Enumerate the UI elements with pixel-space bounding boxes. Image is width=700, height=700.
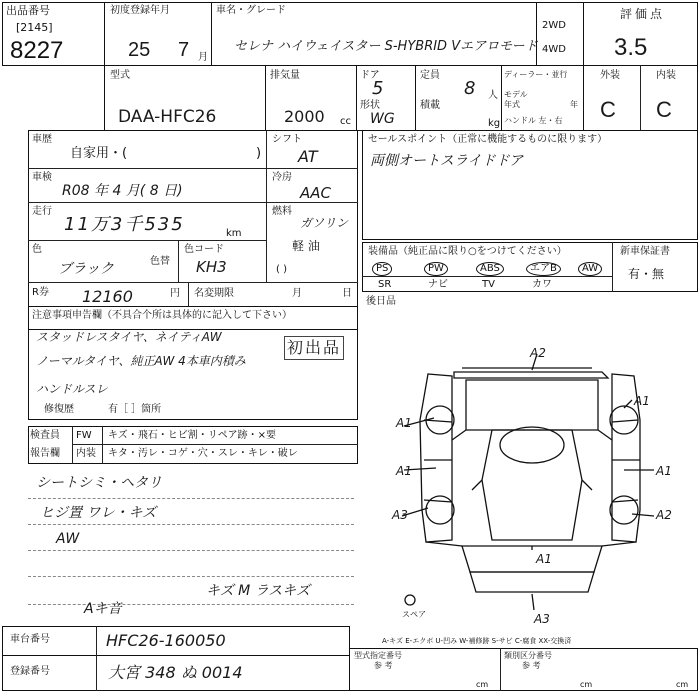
cm-unit-1: cm <box>476 680 489 689</box>
kg-unit: kg <box>488 118 501 129</box>
equip-leather: カワ <box>532 279 552 290</box>
damage-legend: A-キズ E-エクボ U-凹み W-補修跡 S-サビ C-腐食 XX-交換済 <box>382 637 572 645</box>
fuel-label: 燃料 <box>272 206 292 217</box>
reg-label: 登録番号 <box>10 666 50 677</box>
sales-label: セールスポイント（正常に機能するものに限ります） <box>368 134 608 145</box>
interior-value: C <box>656 97 672 122</box>
score-label: 評価点 <box>620 7 666 21</box>
reg-value: 大宮 348 ぬ 0014 <box>108 663 243 682</box>
damage-mark-front: A2 <box>530 346 546 360</box>
type-label: 型式 <box>110 70 130 81</box>
chassis-label: 車台番号 <box>10 634 50 645</box>
spare-label: スペア <box>402 610 426 619</box>
displacement-value: 2000 <box>284 107 325 126</box>
interior-label: 内装 <box>656 70 676 81</box>
report-label: 報告欄 <box>30 448 60 459</box>
designated-ref: 参 考 <box>374 661 393 670</box>
damage-mark-right-front: A1 <box>634 394 650 408</box>
history-label: 車歴 <box>32 134 52 145</box>
classification-label: 類別区分番号 <box>504 651 552 660</box>
capacity-label: 定員 <box>420 70 440 81</box>
equip-sr: SR <box>378 279 392 290</box>
fuel-value1: ガソリン <box>300 216 349 230</box>
after-label: 後日品 <box>366 296 396 307</box>
capacity-value: 8 <box>464 78 476 99</box>
recycle-label: R券 <box>32 287 49 298</box>
damage-mark-right-rear: A2 <box>656 508 672 522</box>
notes-line1: スタッドレスタイヤ、ネイティAW <box>36 330 222 344</box>
drive-box <box>536 2 584 66</box>
notes-line2: ノーマルタイヤ、純正AW 4本車内積み <box>36 354 246 368</box>
fuel-paren: ( ) <box>276 264 287 275</box>
name-change-label: 名変期限 <box>194 288 234 299</box>
color-label: 色 <box>32 244 42 255</box>
lot-number: 8227 <box>10 37 64 64</box>
displacement-label: 排気量 <box>270 70 300 81</box>
notes-line3: ハンドルスレ <box>36 382 108 396</box>
name-change-day: 日 <box>342 288 352 299</box>
handle-label: ハンドル 左・右 <box>504 116 563 125</box>
year-unit: 年 <box>570 100 578 109</box>
equip-navi: ナビ <box>428 279 448 290</box>
drive-2wd: 2WD <box>542 20 566 31</box>
aircon-label: 冷房 <box>272 172 292 183</box>
shape-label: 形状 <box>360 100 380 111</box>
remark-1: シートシミ・ヘタリ <box>36 475 162 491</box>
designated-label: 型式指定番号 <box>354 651 402 660</box>
lot-sub-number: [2145] <box>16 21 53 34</box>
sales-value: 両側オートスライドドア <box>370 153 524 169</box>
drive-4wd: 4WD <box>542 44 566 55</box>
fuel-value2: 軽 油 <box>292 239 320 253</box>
color-code-value: KH3 <box>196 258 227 276</box>
repair-value: 有［ ］箇所 <box>108 404 162 415</box>
shift-label: シフト <box>272 134 302 145</box>
cm-unit-2: cm <box>580 680 593 689</box>
mileage-value: 11万3千535 <box>64 214 185 235</box>
inspector-label: 検査員 <box>30 430 60 441</box>
equip-aw: AW <box>578 262 602 276</box>
chassis-value: HFC26-160050 <box>106 631 226 650</box>
model-year-label: モデル年式 <box>504 90 528 109</box>
equip-airbag: エアB <box>526 262 561 276</box>
remark-5: Aキ音 <box>84 601 122 617</box>
aircon-value: AAC <box>300 184 331 202</box>
equip-ps: PS <box>372 262 392 276</box>
notes-stamp: 初出品 <box>284 336 344 360</box>
classification-ref: 参 考 <box>522 661 541 670</box>
load-label: 積載 <box>420 100 440 111</box>
first-reg-label: 初度登録年月 <box>110 5 170 16</box>
dealer-label: ディーラー・並行 <box>504 70 568 79</box>
fw-label: FW <box>76 430 92 441</box>
model-value: セレナ ハイウェイスター S-HYBRID Vエアロモード <box>234 39 538 54</box>
doors-value: 5 <box>372 78 384 99</box>
doors-label: ドア <box>360 70 380 81</box>
repair-label: 修復歴 <box>44 404 74 415</box>
exterior-value: C <box>600 97 616 122</box>
damage-mark-right-mid: A1 <box>656 464 672 478</box>
mileage-label: 走行 <box>32 206 52 217</box>
first-reg-month: 7 <box>178 39 190 61</box>
type-value: DAA-HFC26 <box>118 107 217 127</box>
equip-abs: ABS <box>476 262 504 276</box>
color-change-label: 色替 <box>150 256 170 267</box>
persons-unit: 人 <box>488 90 498 101</box>
sales-box <box>362 130 698 240</box>
notes-label: 注意事項申告欄（不具合个所は具体的に記入して下さい） <box>32 310 292 321</box>
score-value: 3.5 <box>614 34 648 61</box>
damage-mark-rear-center: A1 <box>536 552 552 566</box>
recycle-value: 12160 <box>82 287 133 306</box>
warranty-label: 新車保証書 <box>620 246 670 257</box>
cm-unit-3: cm <box>676 680 689 689</box>
shift-value: AT <box>298 147 318 166</box>
remark-3: AW <box>56 531 80 547</box>
model-label: 車名・グレード <box>216 5 286 16</box>
damage-mark-left-mid: A1 <box>396 464 412 478</box>
history-value: 自家用・( <box>70 146 128 161</box>
lot-label: 出品番号 <box>6 4 50 17</box>
equipment-label: 装備品（純正品に限り○をつけてください） <box>368 246 567 257</box>
remark-2: ヒジ置 ワレ・キズ <box>40 505 157 521</box>
remark-4: キズ M ラスキズ <box>206 583 310 599</box>
damage-mark-left-front: A1 <box>396 416 412 430</box>
color-code-label: 色コード <box>184 244 224 255</box>
warranty-value: 有・無 <box>628 267 665 281</box>
history-close: ) <box>256 146 262 161</box>
shape-value: WG <box>370 111 395 127</box>
exterior-label: 外装 <box>600 70 620 81</box>
yen-unit: 円 <box>170 288 180 299</box>
month-unit: 月 <box>198 52 208 63</box>
interior-report-label: 内装 <box>76 448 96 459</box>
equip-tv: TV <box>482 279 495 290</box>
equip-pw: PW <box>424 262 448 276</box>
cc-unit: cc <box>340 116 351 127</box>
inspection-value: R08 年 4 月( 8 日) <box>62 183 183 199</box>
color-value: ブラック <box>58 261 114 277</box>
damage-mark-rear-bumper: A3 <box>534 612 550 626</box>
name-change-month: 月 <box>292 288 302 299</box>
inspection-label: 車検 <box>32 172 52 183</box>
damage-mark-left-rear: A3 <box>392 508 408 522</box>
interior-items: キタ・汚レ・コゲ・穴・スレ・キレ・破レ <box>108 448 298 459</box>
km-unit: km <box>226 228 242 239</box>
fw-items: キズ・飛石・ヒビ割・リペア跡・×要 <box>108 430 276 441</box>
first-reg-year: 25 <box>128 39 151 61</box>
